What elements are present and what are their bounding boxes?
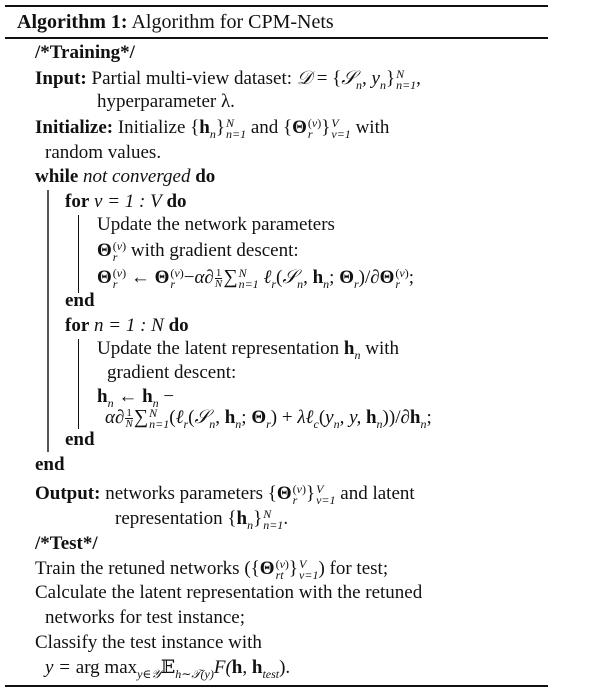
while-end: end xyxy=(35,454,65,475)
initialize-keyword: Initialize: xyxy=(35,117,114,138)
output-line-2: representation $\{h_n\}$ N n=1 . xyxy=(115,506,289,532)
output-keyword: Output: xyxy=(35,483,101,504)
for-v-body-1: Update the network parameters xyxy=(97,214,335,235)
for-n-scope-bar xyxy=(78,339,79,429)
input-line-2: hyperparameter λ. xyxy=(97,91,235,112)
output-line-1: Output: networks parameters {Θ (v) r } V v=1 and latent xyxy=(35,481,415,507)
algorithm-caption xyxy=(17,10,334,34)
for-n-body-1: Update the latent representation $h_n$ with xyxy=(97,338,400,362)
training-comment: /*Training*/ xyxy=(35,42,135,63)
for-v-body-2: Θ (v) r with gradient descent: xyxy=(97,238,299,264)
while-keyword: while xyxy=(35,166,79,187)
top-rule xyxy=(5,5,548,7)
input-line-1: Input: Partial multi-view dataset: 𝒟 = {𝒮$_n$, $y_n$} N n=1 , xyxy=(35,66,421,92)
for-v-keyword: for xyxy=(65,191,90,212)
for-n-range: n = 1 : N xyxy=(94,315,164,336)
for-n-end: end xyxy=(65,429,95,450)
for-n-keyword: for xyxy=(65,315,90,336)
algorithm-title: Algorithm for CPM-Nets xyxy=(131,11,334,33)
input-keyword: Input: xyxy=(35,68,87,89)
test-step-1: Train the retuned networks ({Θ (v) rt } V v=1 ) for test; xyxy=(35,556,389,582)
test-step-2: Calculate the latent representation with the retuned xyxy=(35,582,423,603)
test-comment: /*Test*/ xyxy=(35,533,98,554)
for-v-range: v = 1 : V xyxy=(94,191,162,212)
test-step-2-cont: networks for test instance; xyxy=(45,607,245,628)
bottom-rule xyxy=(5,685,548,687)
caption-rule xyxy=(5,37,548,39)
for-v-scope-bar xyxy=(78,215,79,293)
algorithm-box xyxy=(5,0,548,697)
for-v-update-rule: Θ (v) r ← Θ (v) r −α∂ $\frac{1}{N}$ ∑ N n=1 ℓ$_r$(𝒮$_n$, $h_n$; $\Theta_r)/\partial\Theta$ (v) r ; xyxy=(97,265,415,291)
initialize-line-1: Initialize: Initialize $\{h_n\}$ N n=1 and {Θ (v) r } V v=1 with xyxy=(35,115,390,141)
dataset-symbol: 𝒟 xyxy=(296,67,312,89)
for-n-body-2: gradient descent: xyxy=(107,362,237,383)
for-n-line: for n = 1 : N do xyxy=(65,315,189,336)
input-text: Partial multi-view dataset: xyxy=(91,68,297,89)
test-step-3: Classify the test instance with xyxy=(35,632,262,653)
classify-rule: y = arg $\max_{y\in 𝒴}𝔼_{h\sim 𝒯(y)}F(h$, $h_{test}$). xyxy=(45,657,291,681)
while-scope-bar xyxy=(47,190,49,452)
while-do: do xyxy=(195,166,216,187)
algorithm-label: Algorithm 1: xyxy=(17,11,128,33)
for-n-update-rule-1: $h_n$ ← $h_n$ − xyxy=(97,386,175,410)
for-v-end: end xyxy=(65,290,95,311)
initialize-line-2: random values. xyxy=(45,142,162,163)
for-v-line: for v = 1 : V do xyxy=(65,191,187,212)
while-condition: not converged xyxy=(83,166,191,187)
while-line xyxy=(35,165,215,189)
for-n-update-rule-2: α∂ $\frac{1}{N}$ ∑ N n=1 (ℓ$_r$(𝒮$_n$, $h_n$; $\Theta_r$) + $\lambda\ell_c(y_n$, y, $h_n))/\partial h_n$; xyxy=(105,405,432,431)
